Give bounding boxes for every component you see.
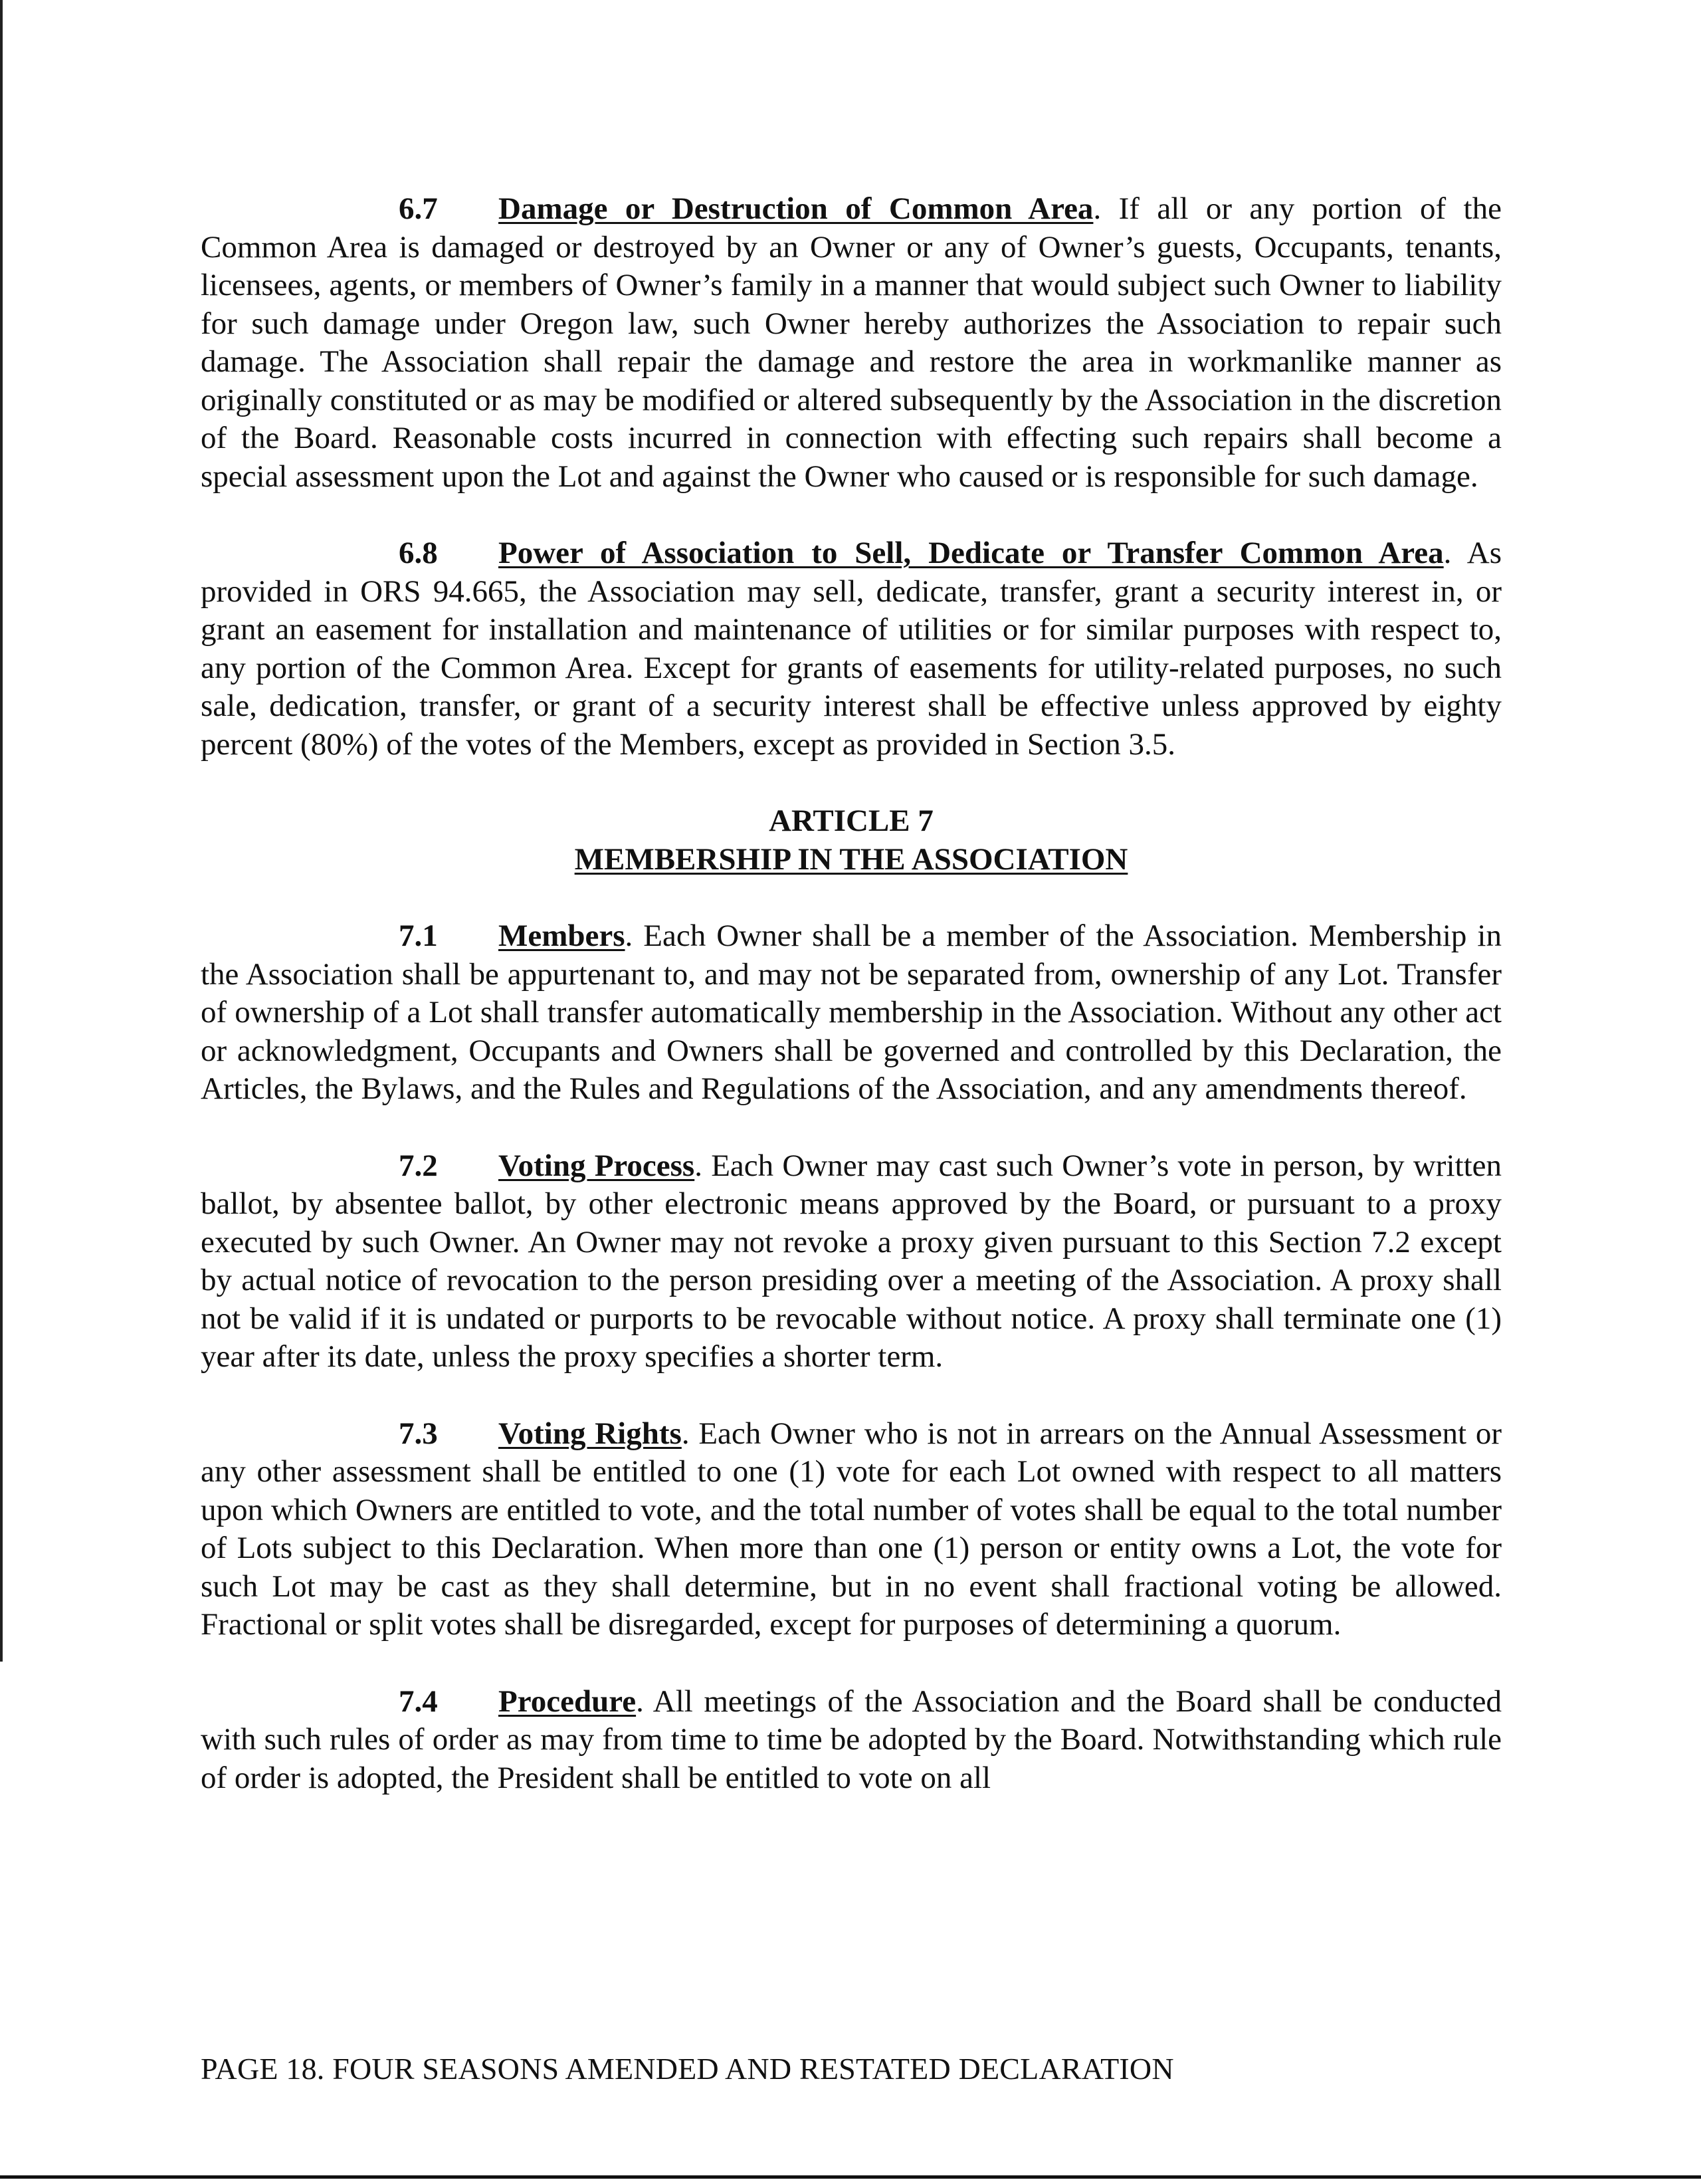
section-number: 7.4 (399, 1684, 438, 1719)
section-text: . All meetings of the Association and the Board shall be conducted with such rules of order as may from time to time be adopted by the Board. Notwithstanding which rule of order is adopted, the President shall be entitled to vote on all (201, 1684, 1502, 1795)
section-title: Members (498, 919, 625, 953)
section-6-8 (201, 534, 1502, 764)
section-6-7 (201, 190, 1502, 496)
article-number: ARTICLE 7 (769, 804, 934, 838)
scan-edge-left (0, 0, 3, 1662)
section-number: 6.7 (399, 191, 438, 226)
section-number: 6.8 (399, 536, 438, 570)
section-7-1 (201, 917, 1502, 1109)
section-text: . As provided in ORS 94.665, the Association may sell, dedicate, transfer, grant a security interest in, or grant an easement for installation and maintenance of utilities or for similar purposes with respect to, any portion of the Common Area. Except for grants of easements for utility-related purposes, no such sale, dedication, transfer, or grant of a security interest shall be effective unless approved by eighty percent (80%) of the votes of the Members, except as provided in Section 3.5. (201, 536, 1502, 762)
section-number: 7.2 (399, 1148, 438, 1183)
section-number: 7.3 (399, 1416, 438, 1451)
section-text: . Each Owner shall be a member of the Association. Membership in the Association shall be appurtenant to, and may not be separated from, ownership of any Lot. Transfer of ownership of a Lot shall transfer automatically membership in the Association. Without any other act or acknowledgment, Occupants and Owners shall be governed and controlled by this Declaration, the Articles, the Bylaws, and the Rules and Regulations of the Association, and any amendments thereof. (201, 919, 1502, 1106)
section-7-2 (201, 1147, 1502, 1376)
scan-edge-bottom (0, 2175, 1701, 2179)
section-text: . Each Owner may cast such Owner’s vote in person, by written ballot, by absentee ballot, by other electronic means approved by the Board, or pursuant to a proxy executed by such Owner. An Owner may not revoke a proxy given pursuant to this Section 7.2 except by actual notice of revocation to the person presiding over a meeting of the Association. A proxy shall not be valid if it is undated or purports to be revocable without notice. A proxy shall terminate one (1) year after its date, unless the proxy specifies a shorter term. (201, 1148, 1502, 1374)
section-title: Power of Association to Sell, Dedicate or Transfer Common Area (498, 536, 1444, 570)
document-body (201, 190, 1502, 1797)
section-7-4 (201, 1683, 1502, 1798)
section-text: . If all or any portion of the Common Area is damaged or destroyed by an Owner or any of Owner’s guests, Occupants, tenants, licensees, agents, or members of Owner’s family in a manner that would subject such Owner to liability for such damage under Oregon law, such Owner hereby authorizes the Association to repair such damage. The Association shall repair the damage and restore the area in workmanlike manner as originally constituted or as may be modified or altered subsequently by the Association in the discretion of the Board. Reasonable costs incurred in connection with effecting such repairs shall become a special assessment upon the Lot and against the Owner who caused or is responsible for such damage. (201, 191, 1502, 494)
page-footer: PAGE 18. FOUR SEASONS AMENDED AND RESTATED DECLARATION (201, 2052, 1174, 2086)
article-heading (201, 802, 1502, 879)
section-title: Procedure (498, 1684, 637, 1719)
section-title: Voting Rights (498, 1416, 682, 1451)
section-text: . Each Owner who is not in arrears on the Annual Assessment or any other assessment shall be entitled to one (1) vote for each Lot owned with respect to all matters upon which Owners are entitled to vote, and the total number of votes shall be equal to the total number of Lots subject to this Declaration. When more than one (1) person or entity owns a Lot, the vote for such Lot may be cast as they shall determine, but in no event shall fractional voting be allowed. Fractional or split votes shall be disregarded, except for purposes of determining a quorum. (201, 1416, 1502, 1642)
section-number: 7.1 (399, 919, 438, 953)
section-7-3 (201, 1415, 1502, 1644)
section-title: Voting Process (498, 1148, 695, 1183)
section-title: Damage or Destruction of Common Area (498, 191, 1094, 226)
article-title: MEMBERSHIP IN THE ASSOCIATION (574, 841, 1128, 877)
